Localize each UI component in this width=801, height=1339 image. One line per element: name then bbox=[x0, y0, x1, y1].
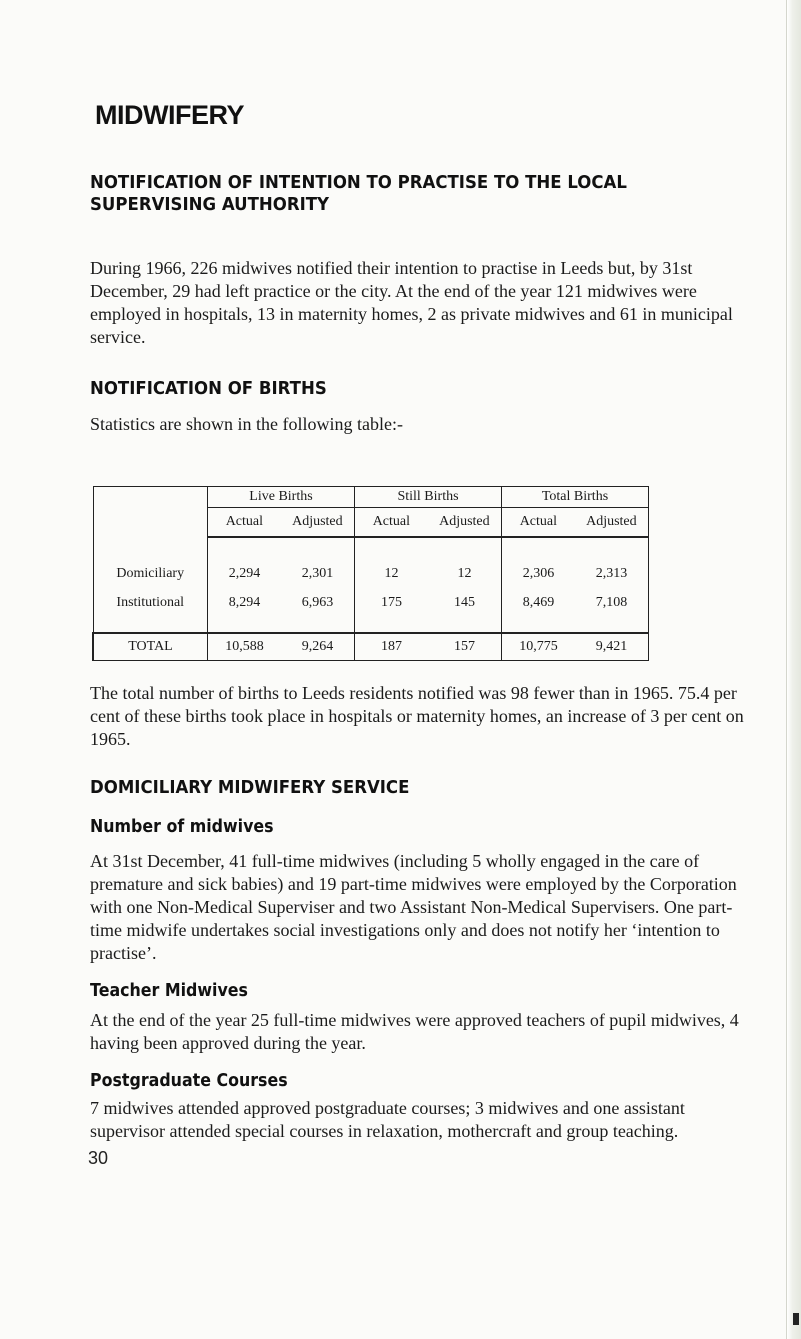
edge-mark bbox=[793, 1313, 799, 1325]
cell-value: 2,301 bbox=[301, 566, 334, 581]
subheader-adjusted: Adjusted bbox=[292, 514, 343, 529]
cell-still bbox=[355, 537, 502, 582]
subheader-actual: Actual bbox=[519, 514, 558, 529]
subheader-actual: Actual bbox=[225, 514, 264, 529]
paragraph-teacher-midwives: At the end of the year 25 full-time midwives were approved teachers of pupil midwives, 4 having been approved during the year. bbox=[90, 1010, 739, 1053]
cell-value: 145 bbox=[454, 595, 475, 610]
heading-notification-practise: NOTIFICATION OF INTENTION TO PRACTISE TO THE LOCAL SUPERVISING AUTHORITY bbox=[90, 172, 627, 215]
table-header-row bbox=[93, 487, 649, 508]
paragraph-number-of-midwives: At 31st December, 41 full-time midwives (including 5 wholly engaged in the care of premature and sick babies) and 19 part-time midwives were employed by the Corporation with one Non-Medical Superviser and two Assistant Non-Medical Supervisers. One part-time midwife undertakes social investigations only and does not notify her ‘intention to practise’. bbox=[90, 851, 737, 963]
page-number: 30 bbox=[88, 1148, 109, 1168]
subheader-adjusted: Adjusted bbox=[586, 514, 637, 529]
page-title: MIDWIFERY bbox=[95, 100, 244, 130]
paragraph-births-summary: The total number of births to Leeds residents notified was 98 fewer than in 1965. 75.4 per cent of these births took place in hospitals or maternity homes, an increase of 3 per cent on 1965. bbox=[90, 683, 744, 749]
subheader-total bbox=[502, 508, 649, 538]
subheader-actual: Actual bbox=[372, 514, 411, 529]
subheader-live bbox=[208, 508, 355, 538]
cell-value: 2,306 bbox=[522, 566, 555, 581]
paragraph-postgraduate-courses: 7 midwives attended approved postgraduate courses; 3 midwives and one assistant supervisor attended special courses in relaxation, mothercraft and group teaching. bbox=[90, 1098, 685, 1141]
table-row bbox=[93, 537, 649, 582]
cell-value: 10,588 bbox=[225, 639, 264, 654]
cell-live bbox=[208, 633, 355, 661]
births-table bbox=[92, 486, 649, 661]
cell-value: 187 bbox=[381, 639, 402, 654]
cell-still bbox=[355, 633, 502, 661]
cell-value: 175 bbox=[381, 595, 402, 610]
header-total-births: Total Births bbox=[502, 487, 649, 508]
cell-value: 2,294 bbox=[228, 566, 261, 581]
heading-notification-births: NOTIFICATION OF BIRTHS bbox=[90, 378, 327, 399]
cell-total bbox=[502, 582, 649, 633]
cell-value: 8,469 bbox=[522, 595, 555, 610]
cell-value: 7,108 bbox=[595, 595, 628, 610]
cell-total bbox=[502, 633, 649, 661]
cell-still bbox=[355, 582, 502, 633]
cell-value: 9,421 bbox=[595, 639, 628, 654]
cell-live bbox=[208, 537, 355, 582]
subheading-teacher-midwives: Teacher Midwives bbox=[90, 980, 248, 1001]
cell-total bbox=[502, 537, 649, 582]
cell-value: 9,264 bbox=[301, 639, 334, 654]
table-row bbox=[93, 582, 649, 633]
row-label-domiciliary: Domiciliary bbox=[93, 537, 208, 582]
table-corner-cell bbox=[93, 487, 208, 538]
heading-domiciliary: DOMICILIARY MIDWIFERY SERVICE bbox=[90, 777, 410, 798]
cell-live bbox=[208, 582, 355, 633]
header-still-births: Still Births bbox=[355, 487, 502, 508]
cell-value: 10,775 bbox=[519, 639, 558, 654]
paragraph-notification-practise: During 1966, 226 midwives notified their intention to practise in Leeds but, by 31st December, 29 had left practice or the city. At the end of the year 121 midwives were employed in hospitals, 13 in maternity homes, 2 as private midwives and 61 in municipal service. bbox=[90, 258, 733, 347]
cell-value: 157 bbox=[454, 639, 475, 654]
cell-value: 12 bbox=[457, 566, 472, 581]
paragraph-statistics-intro: Statistics are shown in the following table:- bbox=[90, 414, 403, 434]
cell-value: 12 bbox=[384, 566, 399, 581]
header-live-births: Live Births bbox=[208, 487, 355, 508]
subheading-postgraduate-courses: Postgraduate Courses bbox=[90, 1070, 288, 1091]
subheader-adjusted: Adjusted bbox=[439, 514, 490, 529]
page-edge bbox=[786, 0, 801, 1339]
cell-value: 2,313 bbox=[595, 566, 628, 581]
row-label-institutional: Institutional bbox=[93, 582, 208, 633]
cell-value: 8,294 bbox=[228, 595, 261, 610]
table-total-row bbox=[93, 633, 649, 661]
cell-value: 6,963 bbox=[301, 595, 334, 610]
subheading-number-of-midwives: Number of midwives bbox=[90, 816, 274, 837]
row-label-total: TOTAL bbox=[93, 633, 208, 661]
subheader-still bbox=[355, 508, 502, 538]
